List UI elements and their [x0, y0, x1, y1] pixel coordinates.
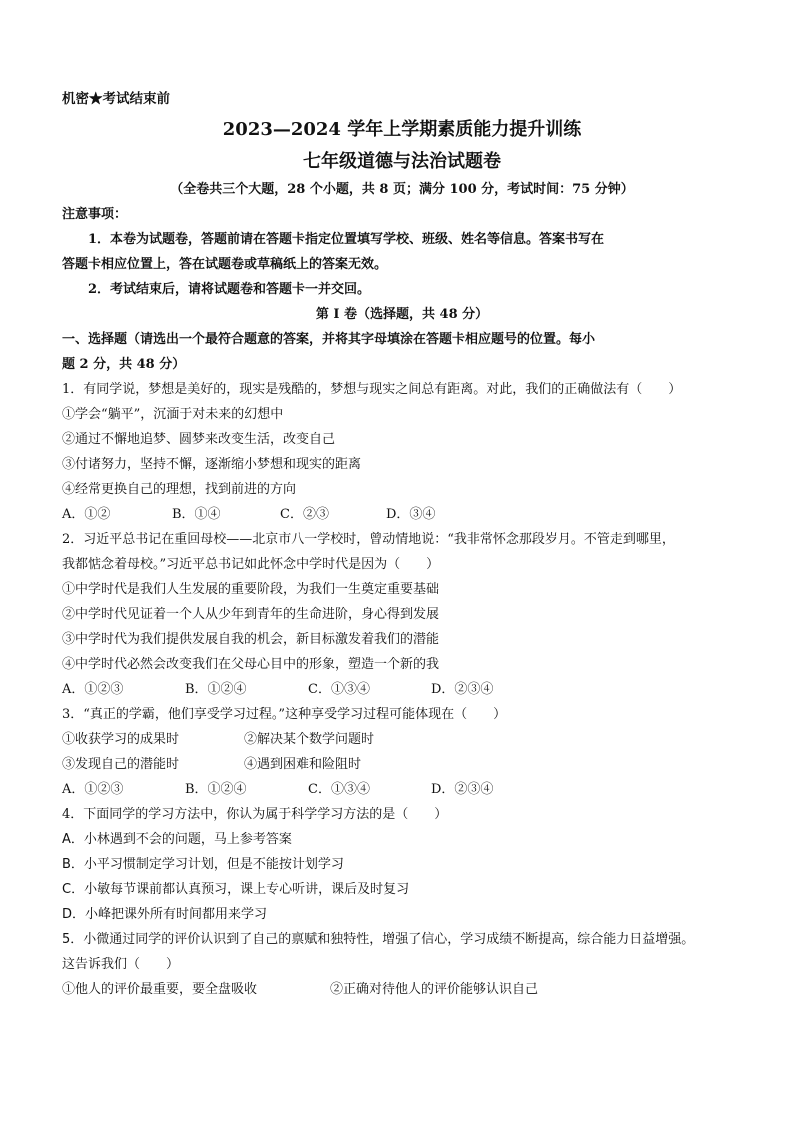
q3-statements-row-2 [62, 752, 742, 777]
q2-option-c: C．①③④ [308, 682, 370, 697]
q4-option-a: A．小林遇到不会的问题，马上参考答案 [62, 832, 292, 847]
q3-statements-row-1 [62, 727, 742, 752]
q2-stem-cont: 我都惦念着母校。”习近平总书记如此怀念中学时代是因为（ ） [62, 557, 440, 572]
q5-stem-cont: 这告诉我们（ ） [62, 957, 180, 972]
q3-stem: 3．“真正的学霸，他们享受学习过程。”这种享受学习过程可能体现在（ ） [62, 707, 507, 722]
q3-statement-1: ①收获学习的成果时 [62, 732, 180, 747]
q1-statement-4: ④经常更换自己的理想，找到前进的方向 [62, 482, 297, 497]
q2-statement-4: ④中学时代必然会改变我们在父母心目中的形象，塑造一个新的我 [62, 657, 440, 672]
q1-option-d: D．③④ [386, 507, 436, 522]
q3-option-a: A．①②③ [62, 782, 124, 797]
q2-option-d: D．②③④ [431, 682, 494, 697]
q4-option-c: C．小敏每节课前都认真预习，课上专心听讲，课后及时复习 [62, 882, 410, 897]
notice-item-2: 2．考试结束后，请将试题卷和答题卡一并交回。 [88, 282, 371, 297]
q2-options [62, 677, 742, 702]
q5-statement-2: ②正确对待他人的评价能够认识自己 [330, 982, 539, 997]
q3-option-c: C．①③④ [308, 782, 370, 797]
part-title: 第 I 卷（选择题，共 48 分） [315, 307, 489, 322]
q2-option-a: A．①②③ [62, 682, 124, 697]
q2-option-b: B．①②④ [185, 682, 247, 697]
q1-statement-1: ①学会“躺平”，沉湎于对未来的幻想中 [62, 407, 284, 422]
q1-statement-2: ②通过不懈地追梦、圆梦来改变生活，改变自己 [62, 432, 336, 447]
q2-statement-3: ③中学时代为我们提供发展自我的机会，新目标激发着我们的潜能 [62, 632, 440, 647]
exam-subtitle: 七年级道德与法治试题卷 [303, 151, 501, 172]
q2-stem: 2．习近平总书记在重回母校——北京市八一学校时，曾动情地说：“我非常怀念那段岁月。不管走到哪里， [62, 532, 675, 547]
q5-stem: 5．小微通过同学的评价认识到了自己的禀赋和独特性，增强了信心，学习成绩不断提高，综合能力日益增强。 [62, 932, 695, 947]
q5-statements-row-1 [62, 977, 742, 1002]
q3-statement-2: ②解决某个数学问题时 [244, 732, 375, 747]
q3-statement-3: ③发现自己的潜能时 [62, 757, 180, 772]
q5-statement-1: ①他人的评价最重要，要全盘吸收 [62, 982, 258, 997]
q1-statement-3: ③付诸努力，坚持不懈，逐渐缩小梦想和现实的距离 [62, 457, 362, 472]
confidential-label: 机密★考试结束前 [62, 91, 170, 107]
q1-option-a: A．①② [62, 507, 111, 522]
notice-heading: 注意事项： [62, 207, 128, 222]
exam-page [62, 86, 742, 1002]
exam-info: （全卷共三个大题，28 个小题，共 8 页；满分 100 分，考试时间：75 分钟） [170, 182, 634, 197]
q1-option-c: C．②③ [280, 507, 329, 522]
q4-option-b: B．小平习惯制定学习计划，但是不能按计划学习 [62, 857, 344, 872]
q3-options [62, 777, 742, 802]
q4-option-d: D．小峰把课外所有时间都用来学习 [62, 907, 268, 922]
notice-item-1-cont: 答题卡相应位置上，答在试题卷或草稿纸上的答案无效。 [62, 257, 388, 272]
q3-option-d: D．②③④ [431, 782, 494, 797]
q3-option-b: B．①②④ [185, 782, 247, 797]
section-heading: 一、选择题（请选出一个最符合题意的答案，并将其字母填涂在答题卡相应题号的位置。每小 [62, 332, 596, 347]
q2-statement-2: ②中学时代见证着一个人从少年到青年的生命进阶，身心得到发展 [62, 607, 440, 622]
q1-stem: 1．有同学说，梦想是美好的，现实是残酷的，梦想与现实之间总有距离。对此，我们的正确做法有（ ） [62, 382, 682, 397]
q1-options [62, 502, 742, 527]
q4-stem: 4．下面同学的学习方法中，你认为属于科学学习方法的是（ ） [62, 807, 448, 822]
exam-title: 2023—2024 学年上学期素质能力提升训练 [222, 119, 582, 140]
q2-statement-1: ①中学时代是我们人生发展的重要阶段，为我们一生奠定重要基础 [62, 582, 440, 597]
notice-item-1: 1．本卷为试题卷，答题前请在答题卡指定位置填写学校、班级、姓名等信息。答案书写在 [88, 232, 605, 247]
section-heading-cont: 题 2 分，共 48 分） [62, 357, 186, 372]
q3-statement-4: ④遇到困难和险阻时 [244, 757, 362, 772]
q1-option-b: B．①④ [172, 507, 221, 522]
